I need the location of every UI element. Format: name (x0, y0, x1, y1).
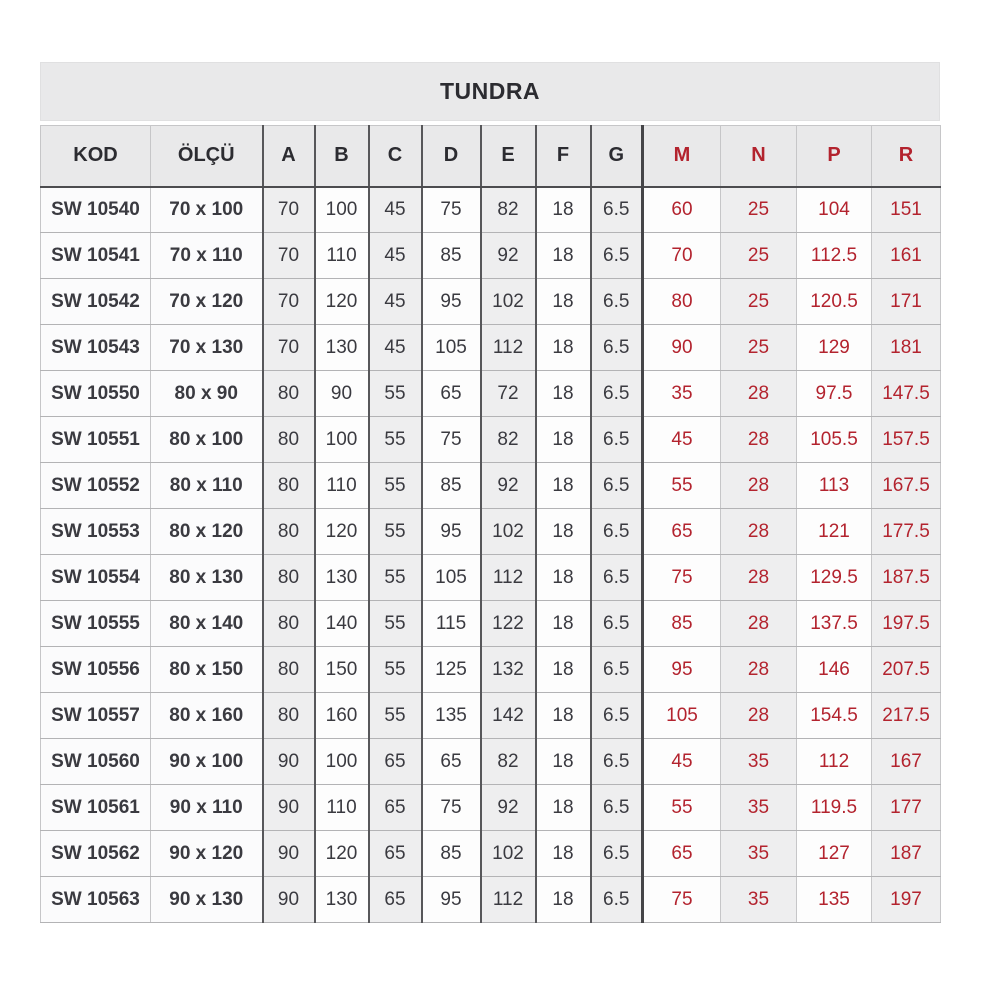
column-header-olcu: ÖLÇÜ (151, 126, 263, 187)
column-header-p: P (797, 126, 872, 187)
cell-n: 35 (721, 877, 797, 923)
cell-b: 110 (315, 233, 369, 279)
cell-d: 105 (422, 325, 481, 371)
cell-kod: SW 10563 (41, 877, 151, 923)
cell-kod: SW 10557 (41, 693, 151, 739)
cell-e: 92 (481, 785, 536, 831)
cell-m: 85 (643, 601, 721, 647)
cell-g: 6.5 (591, 601, 643, 647)
cell-n: 28 (721, 463, 797, 509)
cell-b: 100 (315, 187, 369, 233)
cell-d: 115 (422, 601, 481, 647)
cell-e: 112 (481, 877, 536, 923)
cell-e: 122 (481, 601, 536, 647)
cell-c: 65 (369, 739, 422, 785)
cell-d: 65 (422, 739, 481, 785)
column-header-f: F (536, 126, 591, 187)
cell-p: 119.5 (797, 785, 872, 831)
cell-c: 65 (369, 831, 422, 877)
table-title-bar (40, 62, 940, 121)
cell-m: 75 (643, 877, 721, 923)
cell-d: 135 (422, 693, 481, 739)
table-row (41, 279, 941, 325)
cell-p: 120.5 (797, 279, 872, 325)
cell-olcu: 70 x 110 (151, 233, 263, 279)
cell-d: 95 (422, 279, 481, 325)
cell-m: 35 (643, 371, 721, 417)
table-row (41, 555, 941, 601)
cell-kod: SW 10556 (41, 647, 151, 693)
table-row (41, 463, 941, 509)
cell-n: 28 (721, 417, 797, 463)
cell-b: 100 (315, 417, 369, 463)
cell-p: 113 (797, 463, 872, 509)
cell-n: 35 (721, 831, 797, 877)
cell-n: 25 (721, 279, 797, 325)
cell-p: 105.5 (797, 417, 872, 463)
cell-n: 25 (721, 233, 797, 279)
cell-m: 65 (643, 831, 721, 877)
cell-olcu: 80 x 160 (151, 693, 263, 739)
cell-r: 171 (872, 279, 941, 325)
cell-m: 45 (643, 417, 721, 463)
cell-f: 18 (536, 187, 591, 233)
cell-p: 112.5 (797, 233, 872, 279)
table-row (41, 877, 941, 923)
cell-kod: SW 10554 (41, 555, 151, 601)
table-body (41, 187, 941, 923)
cell-n: 35 (721, 785, 797, 831)
table-head (41, 126, 941, 187)
cell-c: 45 (369, 325, 422, 371)
cell-r: 177.5 (872, 509, 941, 555)
cell-f: 18 (536, 785, 591, 831)
cell-kod: SW 10561 (41, 785, 151, 831)
cell-olcu: 80 x 150 (151, 647, 263, 693)
cell-d: 85 (422, 463, 481, 509)
column-header-a: A (263, 126, 315, 187)
spec-table-area (40, 62, 940, 923)
cell-d: 65 (422, 371, 481, 417)
cell-a: 70 (263, 233, 315, 279)
cell-n: 28 (721, 647, 797, 693)
cell-p: 129 (797, 325, 872, 371)
cell-olcu: 90 x 130 (151, 877, 263, 923)
cell-g: 6.5 (591, 555, 643, 601)
cell-e: 72 (481, 371, 536, 417)
cell-c: 65 (369, 785, 422, 831)
cell-m: 90 (643, 325, 721, 371)
cell-f: 18 (536, 463, 591, 509)
cell-g: 6.5 (591, 877, 643, 923)
cell-c: 55 (369, 417, 422, 463)
cell-f: 18 (536, 555, 591, 601)
cell-e: 92 (481, 463, 536, 509)
cell-g: 6.5 (591, 463, 643, 509)
cell-n: 25 (721, 325, 797, 371)
cell-p: 137.5 (797, 601, 872, 647)
cell-olcu: 90 x 120 (151, 831, 263, 877)
cell-e: 92 (481, 233, 536, 279)
cell-r: 177 (872, 785, 941, 831)
cell-kod: SW 10543 (41, 325, 151, 371)
cell-f: 18 (536, 601, 591, 647)
cell-a: 90 (263, 831, 315, 877)
cell-c: 55 (369, 463, 422, 509)
table-row (41, 647, 941, 693)
cell-b: 140 (315, 601, 369, 647)
cell-c: 45 (369, 233, 422, 279)
cell-g: 6.5 (591, 417, 643, 463)
cell-kod: SW 10560 (41, 739, 151, 785)
cell-n: 28 (721, 693, 797, 739)
cell-a: 90 (263, 877, 315, 923)
cell-a: 80 (263, 417, 315, 463)
cell-f: 18 (536, 417, 591, 463)
cell-g: 6.5 (591, 371, 643, 417)
cell-kod: SW 10555 (41, 601, 151, 647)
cell-n: 28 (721, 509, 797, 555)
cell-c: 55 (369, 509, 422, 555)
column-header-e: E (481, 126, 536, 187)
cell-g: 6.5 (591, 739, 643, 785)
cell-r: 167.5 (872, 463, 941, 509)
cell-a: 80 (263, 693, 315, 739)
cell-a: 80 (263, 371, 315, 417)
cell-p: 146 (797, 647, 872, 693)
cell-a: 70 (263, 325, 315, 371)
table-row (41, 371, 941, 417)
cell-m: 75 (643, 555, 721, 601)
cell-f: 18 (536, 877, 591, 923)
cell-kod: SW 10542 (41, 279, 151, 325)
cell-kod: SW 10562 (41, 831, 151, 877)
cell-olcu: 80 x 130 (151, 555, 263, 601)
cell-n: 28 (721, 371, 797, 417)
cell-g: 6.5 (591, 831, 643, 877)
cell-kod: SW 10540 (41, 187, 151, 233)
cell-r: 197.5 (872, 601, 941, 647)
table-row (41, 187, 941, 233)
cell-b: 90 (315, 371, 369, 417)
cell-b: 110 (315, 785, 369, 831)
cell-olcu: 70 x 100 (151, 187, 263, 233)
cell-c: 55 (369, 555, 422, 601)
cell-b: 160 (315, 693, 369, 739)
cell-b: 100 (315, 739, 369, 785)
column-header-kod: KOD (41, 126, 151, 187)
cell-b: 120 (315, 509, 369, 555)
cell-b: 150 (315, 647, 369, 693)
cell-p: 135 (797, 877, 872, 923)
cell-c: 55 (369, 647, 422, 693)
cell-d: 95 (422, 509, 481, 555)
cell-kod: SW 10541 (41, 233, 151, 279)
cell-olcu: 70 x 120 (151, 279, 263, 325)
cell-b: 120 (315, 831, 369, 877)
cell-a: 80 (263, 509, 315, 555)
cell-d: 75 (422, 187, 481, 233)
cell-r: 151 (872, 187, 941, 233)
cell-g: 6.5 (591, 187, 643, 233)
cell-g: 6.5 (591, 233, 643, 279)
cell-kod: SW 10550 (41, 371, 151, 417)
cell-c: 55 (369, 371, 422, 417)
cell-p: 121 (797, 509, 872, 555)
cell-r: 157.5 (872, 417, 941, 463)
cell-b: 110 (315, 463, 369, 509)
cell-b: 130 (315, 555, 369, 601)
column-header-g: G (591, 126, 643, 187)
table-row (41, 831, 941, 877)
cell-d: 75 (422, 785, 481, 831)
table-row (41, 509, 941, 555)
cell-n: 28 (721, 555, 797, 601)
cell-e: 132 (481, 647, 536, 693)
cell-m: 70 (643, 233, 721, 279)
cell-f: 18 (536, 233, 591, 279)
cell-m: 95 (643, 647, 721, 693)
cell-e: 102 (481, 279, 536, 325)
table-row (41, 693, 941, 739)
cell-f: 18 (536, 647, 591, 693)
cell-e: 142 (481, 693, 536, 739)
cell-a: 80 (263, 601, 315, 647)
column-header-b: B (315, 126, 369, 187)
cell-m: 45 (643, 739, 721, 785)
cell-g: 6.5 (591, 509, 643, 555)
cell-b: 130 (315, 325, 369, 371)
cell-p: 112 (797, 739, 872, 785)
cell-n: 25 (721, 187, 797, 233)
cell-g: 6.5 (591, 785, 643, 831)
cell-a: 90 (263, 739, 315, 785)
column-header-c: C (369, 126, 422, 187)
cell-olcu: 80 x 120 (151, 509, 263, 555)
cell-n: 35 (721, 739, 797, 785)
cell-b: 120 (315, 279, 369, 325)
cell-m: 60 (643, 187, 721, 233)
cell-p: 127 (797, 831, 872, 877)
cell-r: 217.5 (872, 693, 941, 739)
cell-kod: SW 10552 (41, 463, 151, 509)
cell-p: 154.5 (797, 693, 872, 739)
cell-p: 97.5 (797, 371, 872, 417)
cell-e: 102 (481, 831, 536, 877)
column-header-d: D (422, 126, 481, 187)
cell-olcu: 90 x 100 (151, 739, 263, 785)
cell-g: 6.5 (591, 693, 643, 739)
cell-f: 18 (536, 509, 591, 555)
cell-m: 105 (643, 693, 721, 739)
cell-p: 104 (797, 187, 872, 233)
table-row (41, 417, 941, 463)
cell-a: 70 (263, 279, 315, 325)
cell-r: 197 (872, 877, 941, 923)
cell-f: 18 (536, 371, 591, 417)
cell-e: 112 (481, 555, 536, 601)
cell-d: 85 (422, 831, 481, 877)
cell-f: 18 (536, 325, 591, 371)
cell-kod: SW 10553 (41, 509, 151, 555)
cell-m: 55 (643, 785, 721, 831)
cell-a: 70 (263, 187, 315, 233)
cell-a: 90 (263, 785, 315, 831)
cell-r: 187 (872, 831, 941, 877)
column-header-n: N (721, 126, 797, 187)
cell-p: 129.5 (797, 555, 872, 601)
cell-c: 55 (369, 693, 422, 739)
cell-m: 65 (643, 509, 721, 555)
cell-kod: SW 10551 (41, 417, 151, 463)
cell-b: 130 (315, 877, 369, 923)
cell-f: 18 (536, 279, 591, 325)
cell-a: 80 (263, 647, 315, 693)
cell-olcu: 80 x 100 (151, 417, 263, 463)
cell-m: 55 (643, 463, 721, 509)
cell-olcu: 80 x 110 (151, 463, 263, 509)
column-header-m: M (643, 126, 721, 187)
table-row (41, 785, 941, 831)
cell-d: 95 (422, 877, 481, 923)
cell-r: 207.5 (872, 647, 941, 693)
cell-f: 18 (536, 739, 591, 785)
cell-g: 6.5 (591, 647, 643, 693)
cell-e: 112 (481, 325, 536, 371)
cell-r: 167 (872, 739, 941, 785)
cell-d: 85 (422, 233, 481, 279)
cell-g: 6.5 (591, 279, 643, 325)
cell-e: 82 (481, 739, 536, 785)
cell-e: 82 (481, 187, 536, 233)
cell-a: 80 (263, 463, 315, 509)
cell-d: 125 (422, 647, 481, 693)
cell-m: 80 (643, 279, 721, 325)
cell-c: 45 (369, 279, 422, 325)
cell-n: 28 (721, 601, 797, 647)
cell-c: 55 (369, 601, 422, 647)
cell-c: 45 (369, 187, 422, 233)
cell-g: 6.5 (591, 325, 643, 371)
cell-e: 102 (481, 509, 536, 555)
table-title: TUNDRA (439, 78, 541, 104)
cell-a: 80 (263, 555, 315, 601)
spec-table (40, 125, 941, 923)
table-row (41, 601, 941, 647)
header-row (41, 126, 941, 187)
cell-f: 18 (536, 831, 591, 877)
cell-olcu: 90 x 110 (151, 785, 263, 831)
cell-r: 181 (872, 325, 941, 371)
cell-olcu: 70 x 130 (151, 325, 263, 371)
cell-c: 65 (369, 877, 422, 923)
table-row (41, 325, 941, 371)
cell-olcu: 80 x 140 (151, 601, 263, 647)
table-row (41, 739, 941, 785)
cell-olcu: 80 x 90 (151, 371, 263, 417)
cell-r: 161 (872, 233, 941, 279)
cell-d: 105 (422, 555, 481, 601)
cell-e: 82 (481, 417, 536, 463)
cell-d: 75 (422, 417, 481, 463)
cell-r: 147.5 (872, 371, 941, 417)
table-row (41, 233, 941, 279)
cell-f: 18 (536, 693, 591, 739)
cell-r: 187.5 (872, 555, 941, 601)
column-header-r: R (872, 126, 941, 187)
